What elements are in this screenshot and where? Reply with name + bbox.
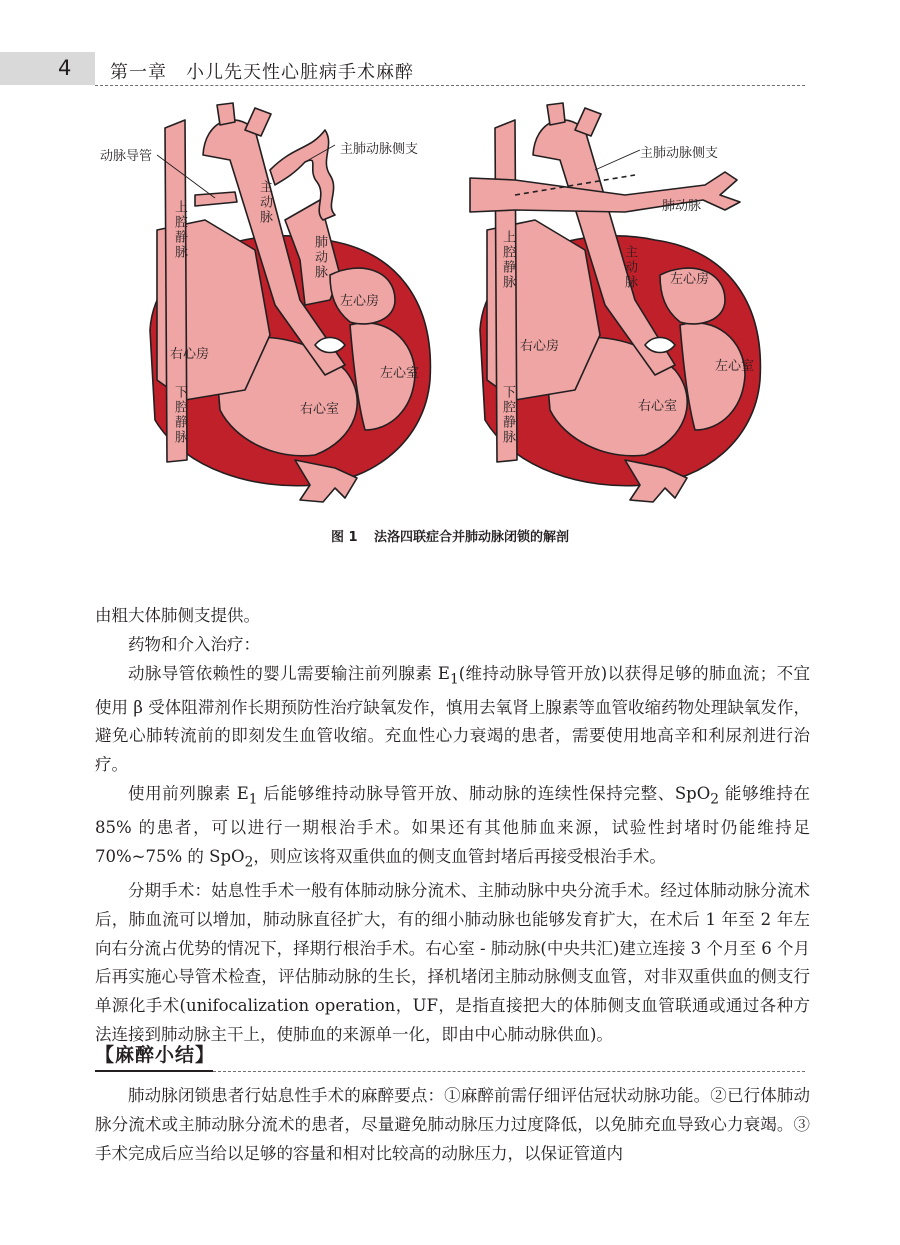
- label-left-aorta: 主动脉: [257, 180, 272, 225]
- section-title: 【麻醉小结】: [95, 1044, 216, 1066]
- right-valve: [645, 338, 675, 353]
- label-right-ivc: 下腔静脉: [500, 385, 515, 445]
- paragraph-3: [95, 660, 810, 780]
- caption-number: 图 1: [330, 530, 358, 545]
- body-text: [95, 602, 810, 1050]
- leader-right-collateral: [595, 150, 640, 170]
- label-right-main-collateral: 主肺动脉侧支: [640, 146, 719, 161]
- label-right-left-ventricle: 左心室: [715, 359, 755, 374]
- label-right-right-ventricle: 右心室: [638, 399, 678, 414]
- page-number: 4: [58, 56, 72, 80]
- p4-part-c: 能够维持在 85% 的患者，可以进行一期根治手术。如果还有其他肺血来源，试验性封堵时仍能维持足 70%~75% 的 SpO: [95, 784, 810, 866]
- label-right-left-atrium: 左心房: [670, 272, 710, 287]
- label-left-left-ventricle: 左心室: [380, 366, 420, 381]
- heart-diagrams: [95, 100, 805, 520]
- anatomy-figure: [95, 100, 805, 520]
- p4-part-a: 使用前列腺素 E: [128, 784, 249, 804]
- page-header: [0, 52, 900, 92]
- chapter-title: 第一章 小儿先天性心脏病手术麻醉: [110, 62, 414, 83]
- section-rule-dashed: [213, 1071, 805, 1072]
- left-main-collateral: [270, 130, 335, 220]
- left-arch-vessel-1: [217, 103, 235, 125]
- summary-paragraph: 肺动脉闭锁患者行姑息性手术的麻醉要点：①麻醉前需仔细评估冠状动脉功能。②已行体肺动脉分流术或主肺动脉分流术的患者，尽量避免肺动脉压力过度降低，以免肺充血导致心力衰竭。③手术完成后应当给以足够的容量和相对比较高的动脉压力，以保证管道内: [95, 1086, 810, 1163]
- label-ductus: 动脉导管: [100, 149, 153, 164]
- p3-part-a: 动脉导管依赖性的婴儿需要输注前列腺素 E: [128, 663, 450, 683]
- paragraph-4: [95, 780, 810, 877]
- label-right-svc: 上腔静脉: [500, 230, 515, 290]
- left-ductus: [195, 192, 237, 206]
- p3-subscript: 1: [449, 670, 459, 687]
- label-right-pulmonary-artery: 肺动脉: [662, 199, 702, 214]
- p4-subscript-3: 2: [244, 854, 254, 871]
- p4-subscript-2: 2: [710, 791, 720, 808]
- label-left-right-ventricle: 右心室: [300, 402, 340, 417]
- header-rule: [95, 85, 805, 86]
- right-arch-vessel-1: [547, 103, 565, 125]
- figure-caption: [0, 526, 900, 545]
- label-left-left-atrium: 左心房: [340, 294, 380, 309]
- p4-subscript-1: 1: [248, 791, 258, 808]
- section-rule-solid: [95, 1070, 213, 1072]
- left-valve: [315, 338, 345, 353]
- right-arch-vessel-2: [575, 108, 601, 136]
- label-right-right-atrium: 右心房: [520, 339, 560, 354]
- p3-part-b: (维持动脉导管开放)以获得足够的肺血流；不宜使用 β 受体阻滞剂作长期预防性治疗缺氧发作，慎用去氧肾上腺素等血管收缩药物处理缺氧发作，避免心肺转流前的即刻发生血管收缩。充血性心力衰竭的患者，需要使用地高辛和利尿剂进行治疗。: [95, 663, 811, 775]
- label-left-svc: 上腔静脉: [172, 200, 187, 260]
- label-left-main-collateral: 主肺动脉侧支: [340, 142, 419, 157]
- p4-part-d: ，则应该将双重供血的侧支血管封堵后再接受根治手术。: [253, 846, 666, 866]
- label-right-aorta: 主动脉: [622, 245, 637, 290]
- paragraph-2: 药物和介入治疗：: [128, 634, 260, 654]
- summary-text: [95, 1082, 810, 1168]
- p4-part-b: 后能够维持动脉导管开放、肺动脉的连续性保持完整、SpO: [257, 784, 711, 804]
- left-arch-vessel-2: [245, 108, 271, 136]
- paragraph-1: 由粗大体肺侧支提供。: [95, 606, 260, 625]
- paragraph-5: 分期手术：姑息性手术一般有体肺动脉分流术、主肺动脉中央分流手术。经过体肺动脉分流术后，肺血流可以增加，肺动脉直径扩大，有的细小肺动脉也能够发育扩大，在术后 1 年至 2 年左向右分流占优势的情况下，择期行根治手术。右心室 - 肺动脉(中央共汇)建立连接 3 个月至 6 个月后再实施心导管术检查，评估肺动脉的生长，择机堵闭主肺动脉侧支血管，对非双重供血的侧支行单源化手术(unifocalization operation，UF，是指直接把大的体肺侧支血管联通或通过各种方法连接到肺动脉主干上，使肺血的来源单一化，即由中心肺动脉供血)。: [95, 881, 810, 1045]
- label-left-ivc: 下腔静脉: [172, 385, 187, 445]
- label-left-pulmonary-artery: 肺动脉: [312, 235, 327, 280]
- label-left-right-atrium: 右心房: [170, 347, 210, 362]
- caption-text: 法洛四联症合并肺动脉闭锁的解剖: [374, 530, 570, 545]
- header-band: [0, 52, 95, 85]
- left-heart-diagram: [150, 103, 430, 502]
